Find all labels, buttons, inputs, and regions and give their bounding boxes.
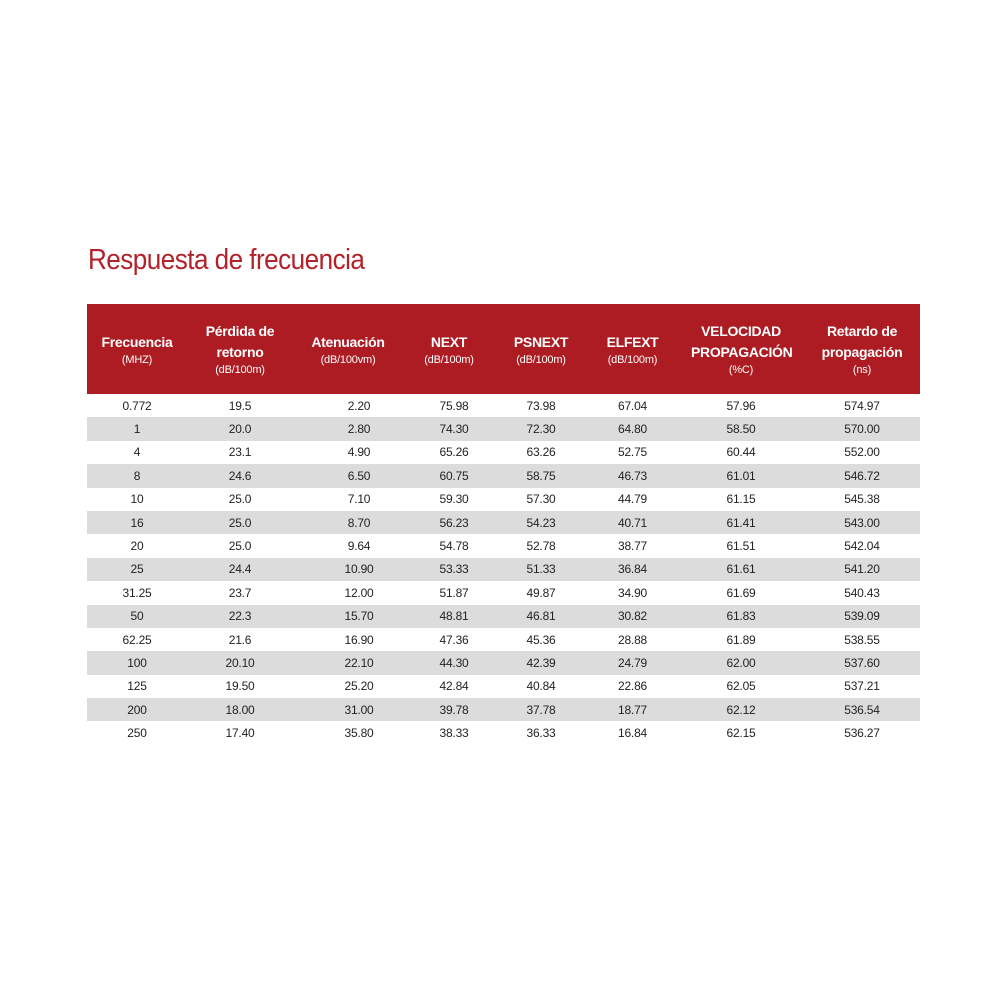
cell-perdida-de-retorno: 22.3 — [228, 609, 252, 624]
cell-retardo-de-propagacion: 541.20 — [844, 562, 880, 577]
cell-retardo-de-propagacion: 536.27 — [844, 726, 880, 741]
cell-frecuencia: 20 — [130, 539, 144, 554]
cell-elfext: 30.82 — [617, 609, 648, 624]
cell-elfext: 38.77 — [617, 539, 648, 554]
cell-atenuacion: 16.90 — [344, 632, 374, 647]
table-row — [87, 417, 920, 440]
cell-next: 42.84 — [439, 679, 469, 694]
cell-psnext: 52.78 — [526, 539, 556, 554]
cell-retardo-de-propagacion: 570.00 — [844, 422, 880, 437]
cell-elfext: 22.86 — [617, 679, 648, 694]
cell-perdida-de-retorno: 25.0 — [228, 492, 252, 507]
cell-perdida-de-retorno: 25.0 — [228, 515, 252, 530]
cell-atenuacion: 12.00 — [344, 585, 374, 600]
cell-perdida-de-retorno: 23.1 — [228, 445, 252, 460]
cell-next: 65.26 — [439, 445, 469, 460]
table-row — [87, 581, 920, 604]
cell-next: 51.87 — [439, 585, 469, 600]
cell-psnext: 54.23 — [526, 515, 556, 530]
cell-atenuacion: 4.90 — [347, 445, 371, 460]
cell-frecuencia: 125 — [127, 679, 147, 694]
cell-psnext: 37.78 — [526, 702, 556, 717]
cell-frecuencia: 0.772 — [122, 398, 152, 413]
cell-frecuencia: 1 — [133, 422, 141, 437]
cell-retardo-de-propagacion: 542.04 — [844, 539, 880, 554]
cell-retardo-de-propagacion: 536.54 — [844, 702, 880, 717]
cell-perdida-de-retorno: 24.6 — [228, 468, 252, 483]
cell-atenuacion: 31.00 — [344, 702, 374, 717]
table-row — [87, 558, 920, 581]
header-velocidad-propagacion: VELOCIDAD PROPAGACIÓN (%C) — [691, 323, 793, 376]
cell-velocidad-propagacion: 62.00 — [726, 655, 756, 670]
table-row — [87, 394, 920, 417]
cell-atenuacion: 22.10 — [344, 655, 374, 670]
header-frecuencia: Frecuencia (MHZ) — [101, 333, 173, 366]
table-row — [87, 464, 920, 487]
cell-retardo-de-propagacion: 552.00 — [844, 445, 880, 460]
cell-psnext: 58.75 — [526, 468, 556, 483]
cell-velocidad-propagacion: 62.05 — [726, 679, 756, 694]
cell-retardo-de-propagacion: 574.97 — [844, 398, 880, 413]
cell-psnext: 45.36 — [526, 632, 556, 647]
cell-perdida-de-retorno: 19.50 — [225, 679, 255, 694]
cell-retardo-de-propagacion: 546.72 — [844, 468, 880, 483]
cell-velocidad-propagacion: 61.15 — [726, 492, 756, 507]
cell-next: 48.81 — [439, 609, 469, 624]
cell-retardo-de-propagacion: 537.60 — [844, 655, 880, 670]
cell-psnext: 40.84 — [526, 679, 556, 694]
cell-next: 44.30 — [439, 655, 469, 670]
cell-retardo-de-propagacion: 539.09 — [844, 609, 880, 624]
cell-velocidad-propagacion: 61.83 — [726, 609, 756, 624]
cell-frecuencia: 8 — [133, 468, 141, 483]
cell-elfext: 28.88 — [617, 632, 648, 647]
table-row — [87, 511, 920, 534]
cell-frecuencia: 10 — [130, 492, 144, 507]
cell-frecuencia: 50 — [130, 609, 144, 624]
cell-elfext: 46.73 — [617, 468, 648, 483]
cell-atenuacion: 10.90 — [344, 562, 374, 577]
cell-perdida-de-retorno: 21.6 — [228, 632, 252, 647]
cell-perdida-de-retorno: 25.0 — [228, 539, 252, 554]
cell-perdida-de-retorno: 18.00 — [225, 702, 255, 717]
page-title: Respuesta de frecuencia — [88, 244, 365, 276]
cell-elfext: 36.84 — [617, 562, 648, 577]
cell-psnext: 72.30 — [526, 422, 556, 437]
cell-frecuencia: 4 — [133, 445, 141, 460]
cell-velocidad-propagacion: 61.61 — [726, 562, 756, 577]
cell-psnext: 36.33 — [526, 726, 556, 741]
cell-perdida-de-retorno: 20.0 — [228, 422, 252, 437]
cell-frecuencia: 250 — [127, 726, 147, 741]
cell-atenuacion: 35.80 — [344, 726, 374, 741]
header-next: NEXT (dB/100m) — [424, 333, 474, 366]
cell-psnext: 51.33 — [526, 562, 556, 577]
cell-perdida-de-retorno: 24.4 — [228, 562, 252, 577]
cell-elfext: 52.75 — [617, 445, 648, 460]
table-row — [87, 675, 920, 698]
cell-velocidad-propagacion: 62.12 — [726, 702, 756, 717]
cell-next: 54.78 — [439, 539, 469, 554]
cell-psnext: 46.81 — [526, 609, 556, 624]
cell-atenuacion: 2.80 — [347, 422, 371, 437]
header-elfext: ELFEXT (dB/100m) — [606, 333, 659, 366]
cell-perdida-de-retorno: 17.40 — [225, 726, 255, 741]
cell-atenuacion: 8.70 — [347, 515, 371, 530]
cell-retardo-de-propagacion: 538.55 — [844, 632, 880, 647]
cell-next: 75.98 — [439, 398, 469, 413]
cell-frecuencia: 16 — [130, 515, 144, 530]
cell-frecuencia: 200 — [127, 702, 147, 717]
table-row — [87, 721, 920, 744]
table-body — [87, 394, 920, 745]
cell-frecuencia: 25 — [130, 562, 144, 577]
frequency-response-table — [87, 304, 920, 745]
cell-next: 60.75 — [439, 468, 469, 483]
table-row — [87, 488, 920, 511]
cell-velocidad-propagacion: 60.44 — [726, 445, 756, 460]
cell-next: 59.30 — [439, 492, 469, 507]
cell-velocidad-propagacion: 61.89 — [726, 632, 756, 647]
header-perdida-de-retorno: Pérdida de retorno (dB/100m) — [205, 323, 275, 376]
cell-atenuacion: 9.64 — [347, 539, 371, 554]
cell-velocidad-propagacion: 61.69 — [726, 585, 756, 600]
cell-next: 38.33 — [439, 726, 469, 741]
cell-frecuencia: 62.25 — [122, 632, 152, 647]
cell-psnext: 42.39 — [526, 655, 556, 670]
cell-retardo-de-propagacion: 540.43 — [844, 585, 880, 600]
table-row — [87, 605, 920, 628]
cell-velocidad-propagacion: 62.15 — [726, 726, 756, 741]
cell-velocidad-propagacion: 57.96 — [726, 398, 756, 413]
cell-elfext: 18.77 — [617, 702, 648, 717]
cell-perdida-de-retorno: 20.10 — [225, 655, 255, 670]
cell-elfext: 16.84 — [617, 726, 648, 741]
cell-velocidad-propagacion: 61.51 — [726, 539, 756, 554]
cell-next: 74.30 — [439, 422, 469, 437]
table-row — [87, 651, 920, 674]
cell-atenuacion: 7.10 — [347, 492, 371, 507]
table-header-row — [87, 304, 920, 394]
cell-perdida-de-retorno: 23.7 — [228, 585, 252, 600]
cell-atenuacion: 6.50 — [347, 468, 371, 483]
cell-retardo-de-propagacion: 545.38 — [844, 492, 880, 507]
cell-elfext: 64.80 — [617, 422, 648, 437]
cell-elfext: 44.79 — [617, 492, 648, 507]
cell-retardo-de-propagacion: 537.21 — [844, 679, 880, 694]
cell-next: 56.23 — [439, 515, 469, 530]
table-row — [87, 534, 920, 557]
table-row — [87, 441, 920, 464]
cell-frecuencia: 31.25 — [122, 585, 152, 600]
header-retardo-de-propagacion: Retardo de propagación (ns) — [821, 323, 903, 376]
cell-elfext: 34.90 — [617, 585, 648, 600]
header-atenuacion: Atenuación (dB/100vm) — [311, 333, 385, 366]
cell-atenuacion: 15.70 — [344, 609, 374, 624]
cell-perdida-de-retorno: 19.5 — [228, 398, 252, 413]
cell-next: 47.36 — [439, 632, 469, 647]
cell-velocidad-propagacion: 61.41 — [726, 515, 756, 530]
table-row — [87, 698, 920, 721]
cell-elfext: 24.79 — [617, 655, 648, 670]
cell-psnext: 57.30 — [526, 492, 556, 507]
cell-velocidad-propagacion: 58.50 — [726, 422, 756, 437]
header-psnext: PSNEXT (dB/100m) — [513, 333, 569, 366]
cell-frecuencia: 100 — [127, 655, 147, 670]
cell-retardo-de-propagacion: 543.00 — [844, 515, 880, 530]
cell-psnext: 73.98 — [526, 398, 556, 413]
cell-psnext: 49.87 — [526, 585, 556, 600]
cell-elfext: 40.71 — [617, 515, 648, 530]
cell-velocidad-propagacion: 61.01 — [726, 468, 756, 483]
cell-next: 53.33 — [439, 562, 469, 577]
cell-atenuacion: 25.20 — [344, 679, 374, 694]
cell-elfext: 67.04 — [617, 398, 648, 413]
cell-psnext: 63.26 — [526, 445, 556, 460]
cell-next: 39.78 — [439, 702, 469, 717]
cell-atenuacion: 2.20 — [347, 398, 371, 413]
table-row — [87, 628, 920, 651]
